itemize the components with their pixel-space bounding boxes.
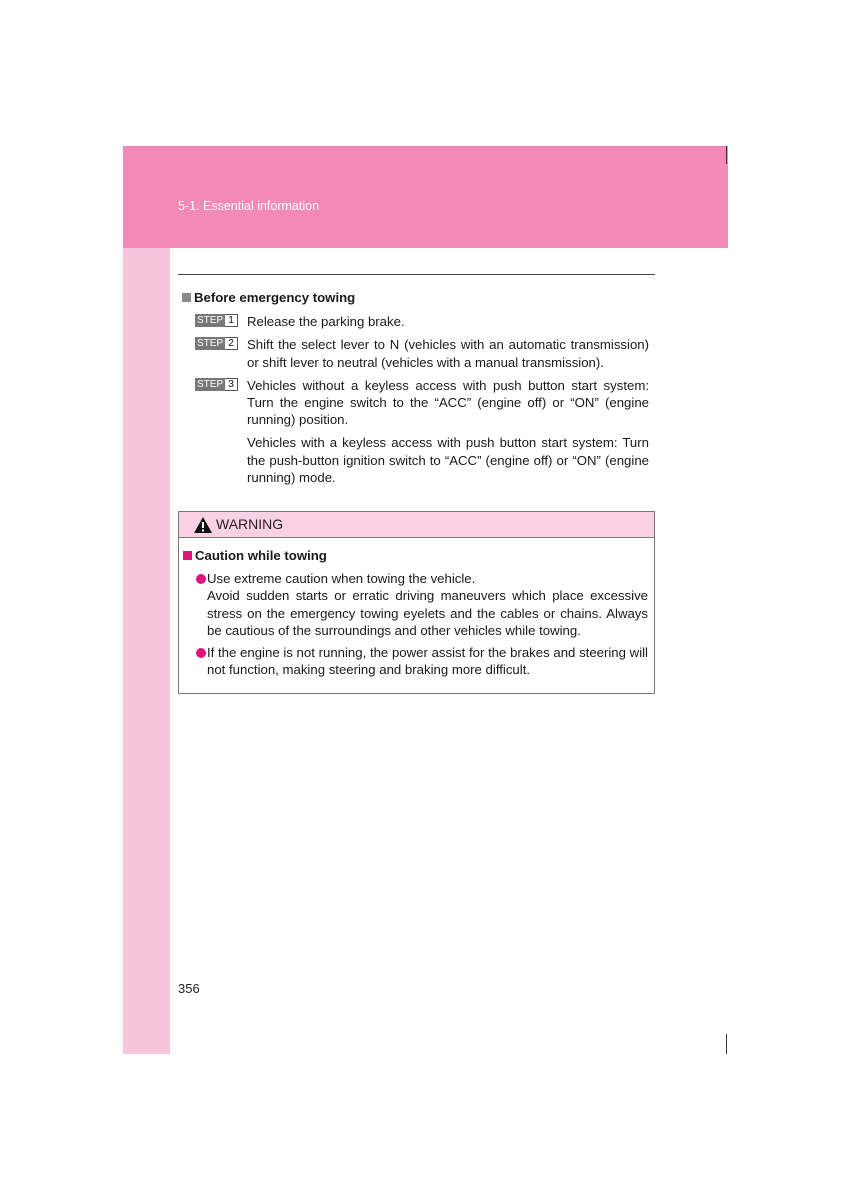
header-band [123, 146, 728, 248]
section-content [178, 289, 655, 486]
warning-subheading [183, 547, 654, 564]
warning-header [179, 512, 654, 538]
section-label: 5-1. Essential information [178, 199, 320, 213]
step-text: Release the parking brake. [247, 314, 405, 330]
warning-title: WARNING [216, 516, 284, 532]
warning-subtitle: Caution while towing [195, 548, 327, 563]
step-badge [195, 378, 238, 391]
bullet-text: If the engine is not running, the power assist for the brakes and steering will not function, making steering and braking more difficult. [207, 645, 648, 678]
step-text: Shift the select lever to N (vehicles with an automatic transmission) or shift lever to neutral (vehicles with a manual transmission). [247, 337, 649, 370]
step-row [178, 313, 655, 330]
bullet-text: Use extreme caution when towing the vehicle. [207, 571, 476, 587]
step-word: STEP [197, 378, 224, 390]
warning-bullet [179, 570, 654, 639]
step-number: 3 [225, 378, 238, 391]
warning-body [179, 538, 654, 678]
step-row [178, 377, 655, 429]
bullet-dot-icon [196, 574, 206, 584]
page-number: 356 [178, 981, 200, 996]
crop-mark-bottom [726, 1034, 727, 1054]
step-text: Vehicles without a keyless access with push button start system: Turn the engine switch to the “ACC” (engine off) or “ON” (engine running) position. [247, 377, 649, 428]
step-continuation: Vehicles with a keyless access with push button start system: Turn the push-button ignition switch to “ACC” (engine off) or “ON” (engine running) mode. [247, 435, 649, 485]
step-number: 1 [225, 314, 238, 327]
top-divider [178, 274, 655, 275]
step-number: 2 [225, 337, 238, 350]
warning-triangle-icon [193, 516, 213, 534]
step-row [178, 336, 655, 370]
bullet-dot-icon [196, 648, 206, 658]
section-title: Before emergency towing [194, 290, 356, 305]
crop-mark-top [726, 146, 727, 164]
step-word: STEP [197, 315, 224, 327]
warning-box [178, 511, 655, 694]
bullet-detail: Avoid sudden starts or erratic driving maneuvers which place excessive stress on the emergency towing eyelets and the cables or chains. Always be cautious of the surroundings and other vehicles while towing. [207, 588, 648, 638]
step-badge [195, 337, 238, 350]
step-badge [195, 314, 238, 327]
pink-square-icon [183, 551, 192, 560]
side-strip [123, 248, 170, 1054]
section-heading [182, 289, 655, 306]
step-word: STEP [197, 338, 224, 350]
gray-square-icon [182, 293, 191, 302]
warning-bullet [179, 644, 654, 678]
